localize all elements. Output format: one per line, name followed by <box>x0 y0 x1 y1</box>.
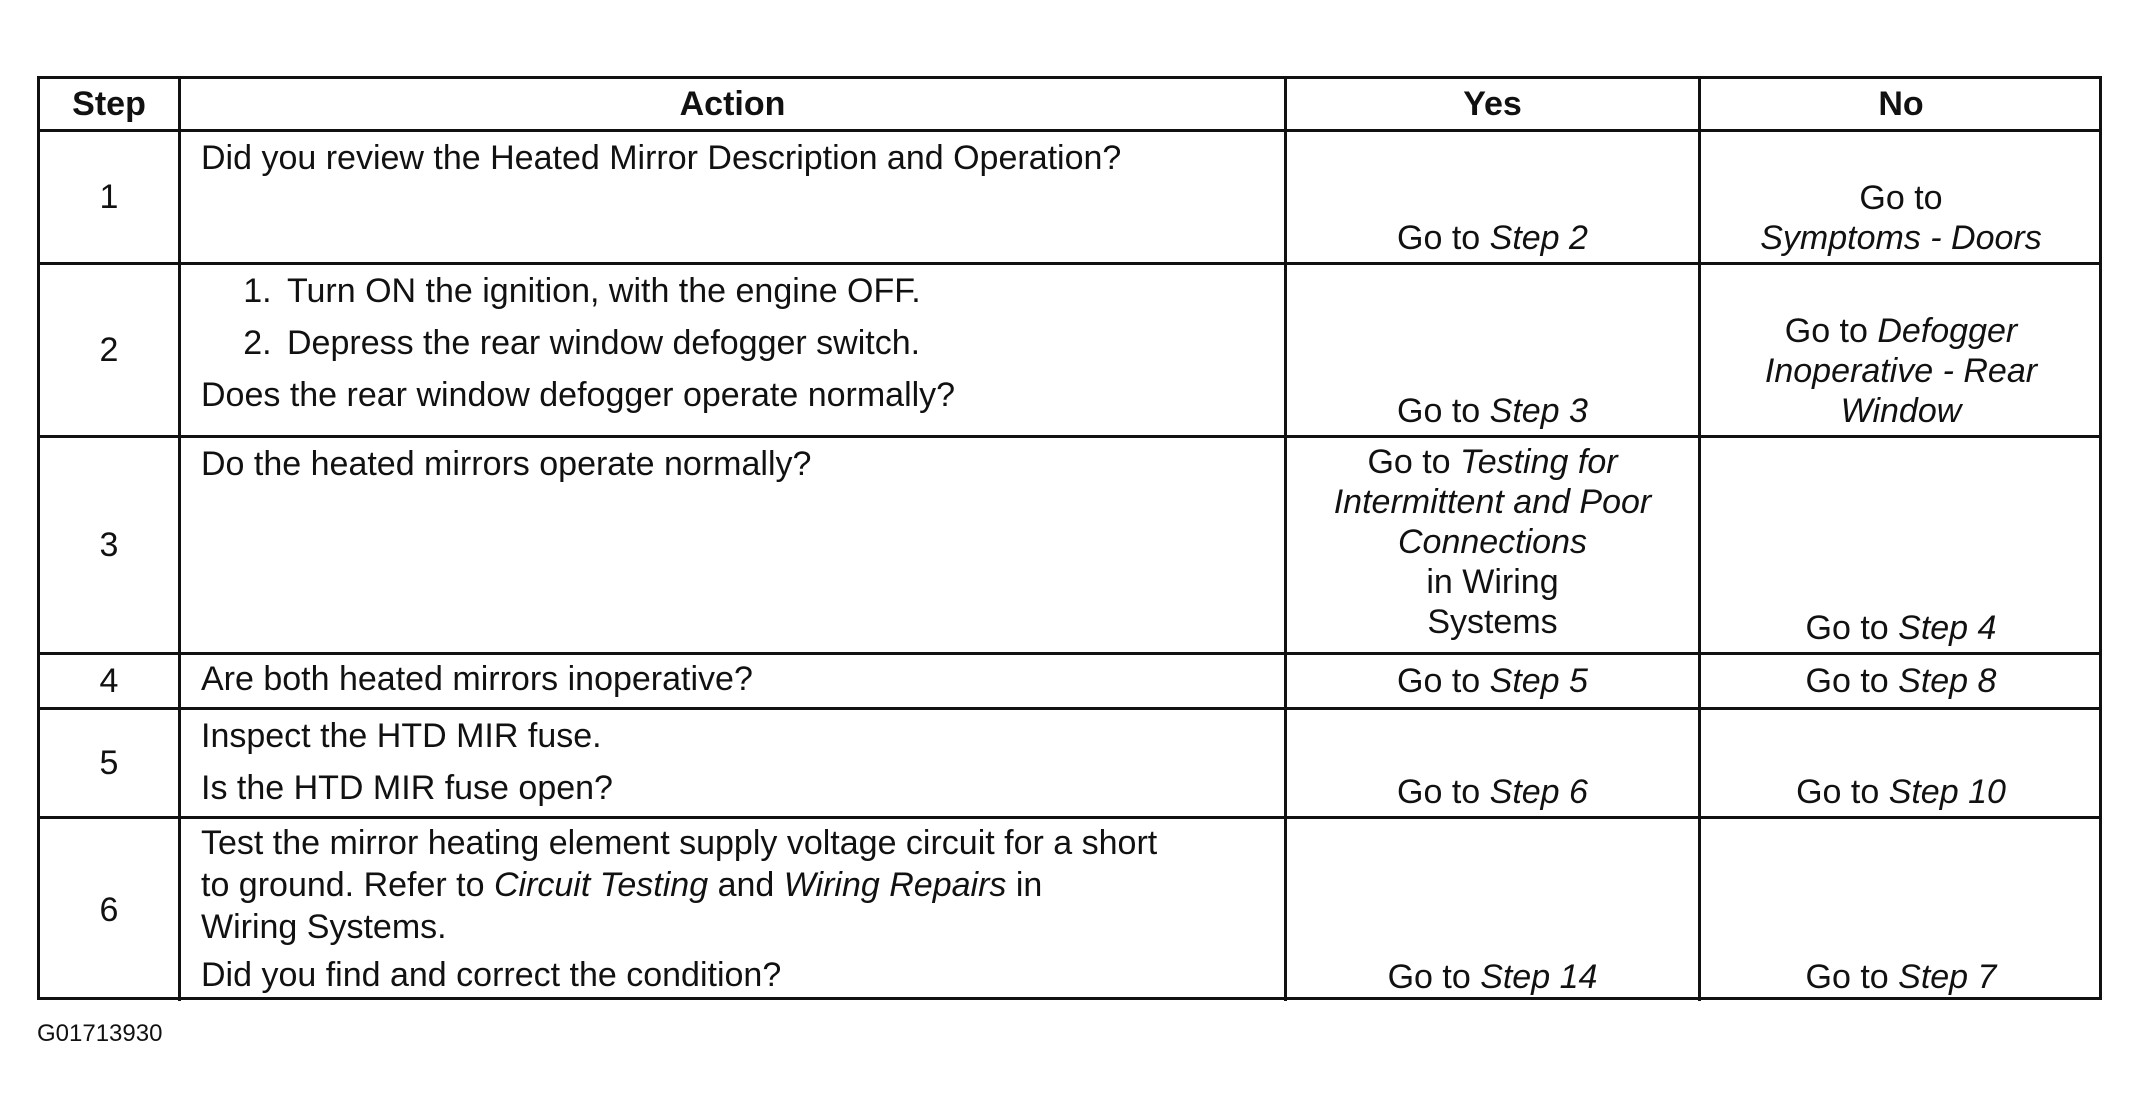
action-cell <box>181 710 1287 819</box>
action-question: Does the rear window defogger operate normally? <box>201 376 956 414</box>
action-cell <box>181 819 1287 1001</box>
header-yes: Yes <box>1287 79 1701 132</box>
header-action: Action <box>181 79 1287 132</box>
action-cell <box>181 265 1287 438</box>
yes-cell: Go to Testing for Intermittent and Poor Connections in Wiring Systems <box>1287 438 1701 655</box>
yes-cell: Go to Step 6 <box>1287 710 1701 819</box>
step-number: 4 <box>40 655 181 710</box>
yes-result: Go to Step 2 <box>1397 219 1588 257</box>
action-question: Is the HTD MIR fuse open? <box>201 769 613 807</box>
step-number: 2 <box>40 265 181 438</box>
action-list <box>201 271 1266 363</box>
yes-cell: Go to Step 14 <box>1287 819 1701 1001</box>
no-cell: Go to Symptoms - Doors <box>1701 132 2101 265</box>
step-number: 5 <box>40 710 181 819</box>
action-instruction-line: to ground. Refer to Circuit Testing and Wiring Repairs in <box>201 866 1043 904</box>
diagnostic-table <box>37 76 2102 1000</box>
step-number: 1 <box>40 132 181 265</box>
step-number: 3 <box>40 438 181 655</box>
yes-cell <box>1287 265 1701 438</box>
header-no: No <box>1701 79 2101 132</box>
action-cell <box>181 655 1287 710</box>
no-cell: Go to Step 10 <box>1701 710 2101 819</box>
action-question: Did you review the Heated Mirror Description and Operation? <box>201 139 1122 177</box>
step-number: 6 <box>40 819 181 1001</box>
action-cell <box>181 132 1287 265</box>
action-list-item: 2. Depress the rear window defogger switch. <box>281 323 1266 363</box>
action-question: Did you find and correct the condition? <box>201 956 782 994</box>
action-list-item: 1. Turn ON the ignition, with the engine OFF. <box>281 271 1266 311</box>
yes-result: Go to Step 3 <box>1397 392 1588 430</box>
no-cell: Go to Defogger Inoperative - Rear Window <box>1701 265 2101 438</box>
no-cell: Go to Step 7 <box>1805 958 1997 996</box>
action-cell <box>181 438 1287 655</box>
no-cell: Go to Step 4 <box>1701 438 2101 655</box>
action-instruction-line: Test the mirror heating element supply voltage circuit for a short <box>201 824 1158 862</box>
figure-id: G01713930 <box>37 1020 163 1047</box>
action-instruction-line: Wiring Systems. <box>201 908 447 946</box>
header-step: Step <box>40 79 181 132</box>
yes-cell <box>1287 132 1701 265</box>
action-question: Do the heated mirrors operate normally? <box>201 445 812 483</box>
action-question: Are both heated mirrors inoperative? <box>201 660 753 698</box>
action-instruction: Inspect the HTD MIR fuse. <box>201 717 602 755</box>
no-cell: Go to Step 8 <box>1701 655 2101 710</box>
yes-cell: Go to Step 5 <box>1287 655 1701 710</box>
